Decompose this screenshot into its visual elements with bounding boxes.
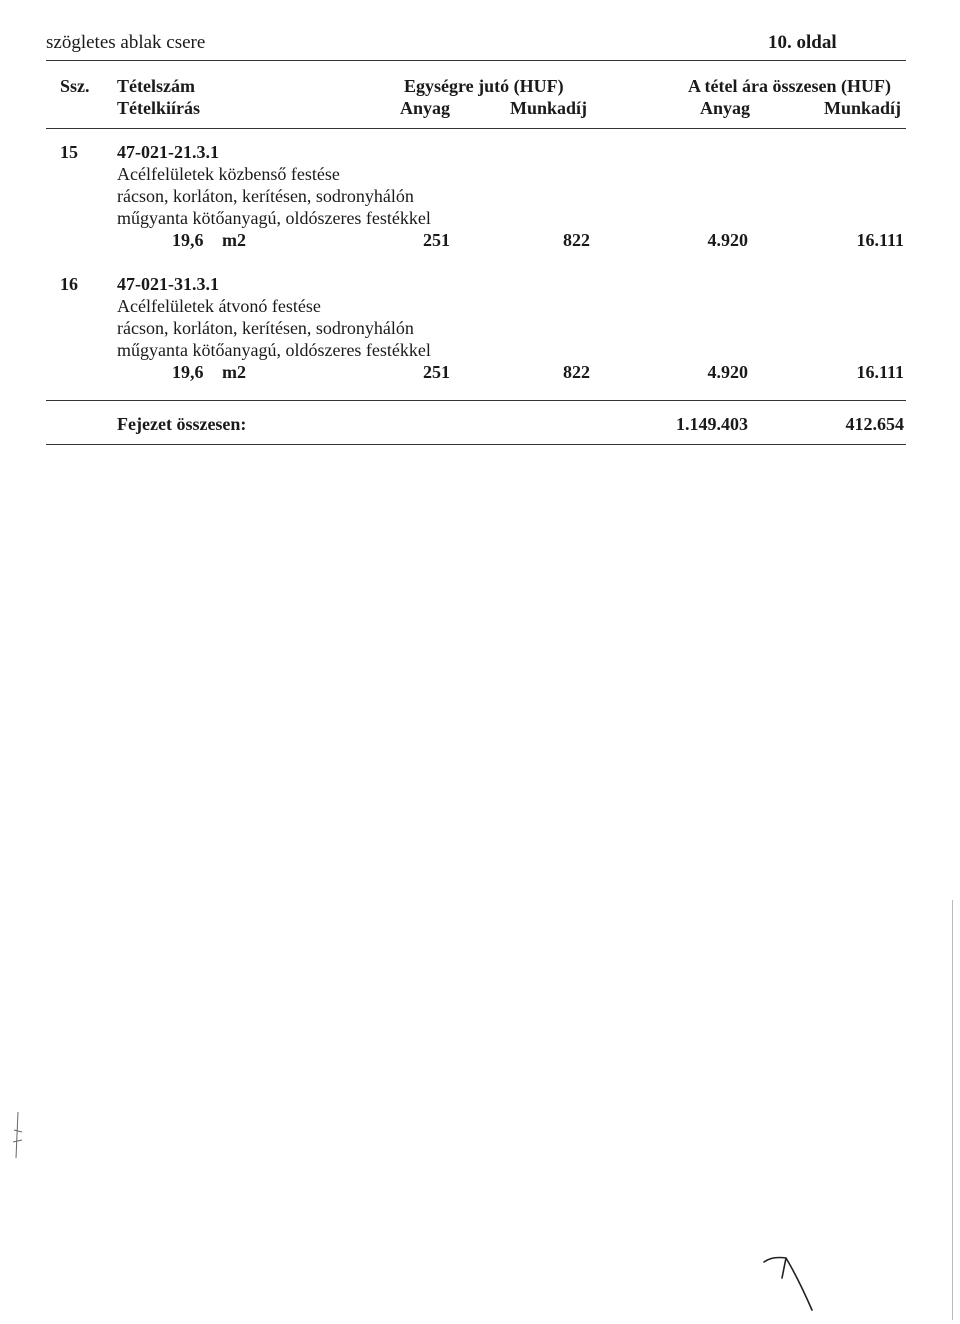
item-desc-line: rácson, korláton, kerítésen, sodronyhálón (117, 318, 414, 338)
page-number: 10. oldal (768, 32, 837, 53)
item-unit-munkadij: 822 (563, 230, 590, 250)
item-total-anyag: 4.920 (707, 362, 748, 382)
item-unit-munkadij: 822 (563, 362, 590, 382)
item-qty: 19,6 (172, 362, 204, 382)
chapter-total-anyag: 1.149.403 (676, 414, 748, 434)
item-desc-line: rácson, korláton, kerítésen, sodronyhálón (117, 186, 414, 206)
header-tetelszam: Tételszám (117, 76, 195, 96)
item-total-munkadij: 16.111 (856, 362, 904, 382)
header-top-divider (46, 60, 906, 61)
margin-scribble (10, 1110, 26, 1160)
scan-edge-line (952, 900, 953, 1320)
header-unit-munkadij: Munkadíj (510, 98, 588, 118)
item-code: 47-021-31.3.1 (117, 274, 219, 294)
header-total-munkadij: Munkadíj (824, 98, 902, 118)
item-ssz: 15 (60, 142, 78, 162)
header-tetelkiiras: Tételkiírás (117, 98, 200, 118)
handwritten-mark (760, 1248, 820, 1318)
item-unit: m2 (222, 230, 246, 250)
doc-title: szögletes ablak csere (46, 32, 206, 53)
item-desc-line: Acélfelületek átvonó festése (117, 296, 321, 316)
item-ssz: 16 (60, 274, 78, 294)
total-bottom-divider (46, 444, 906, 445)
item-code: 47-021-21.3.1 (117, 142, 219, 162)
chapter-total-munkadij: 412.654 (845, 414, 904, 434)
item-unit-anyag: 251 (423, 362, 450, 382)
item-desc-line: műgyanta kötőanyagú, oldószeres festékkel (117, 340, 431, 360)
item-unit-anyag: 251 (423, 230, 450, 250)
item-desc-line: Acélfelületek közbenső festése (117, 164, 340, 184)
item-total-munkadij: 16.111 (856, 230, 904, 250)
chapter-total-label: Fejezet összesen: (117, 414, 247, 434)
header-bottom-divider (46, 128, 906, 129)
item-qty: 19,6 (172, 230, 204, 250)
header-unit-anyag: Anyag (400, 98, 451, 118)
header-total-anyag: Anyag (700, 98, 751, 118)
header-ssz: Ssz. (60, 76, 90, 96)
header-unit-price-group: Egységre jutó (HUF) (404, 76, 564, 96)
item-unit: m2 (222, 362, 246, 382)
item-desc-line: műgyanta kötőanyagú, oldószeres festékkel (117, 208, 431, 228)
item-total-anyag: 4.920 (707, 230, 748, 250)
header-total-group: A tétel ára összesen (HUF) (688, 76, 891, 96)
total-top-divider (46, 400, 906, 401)
